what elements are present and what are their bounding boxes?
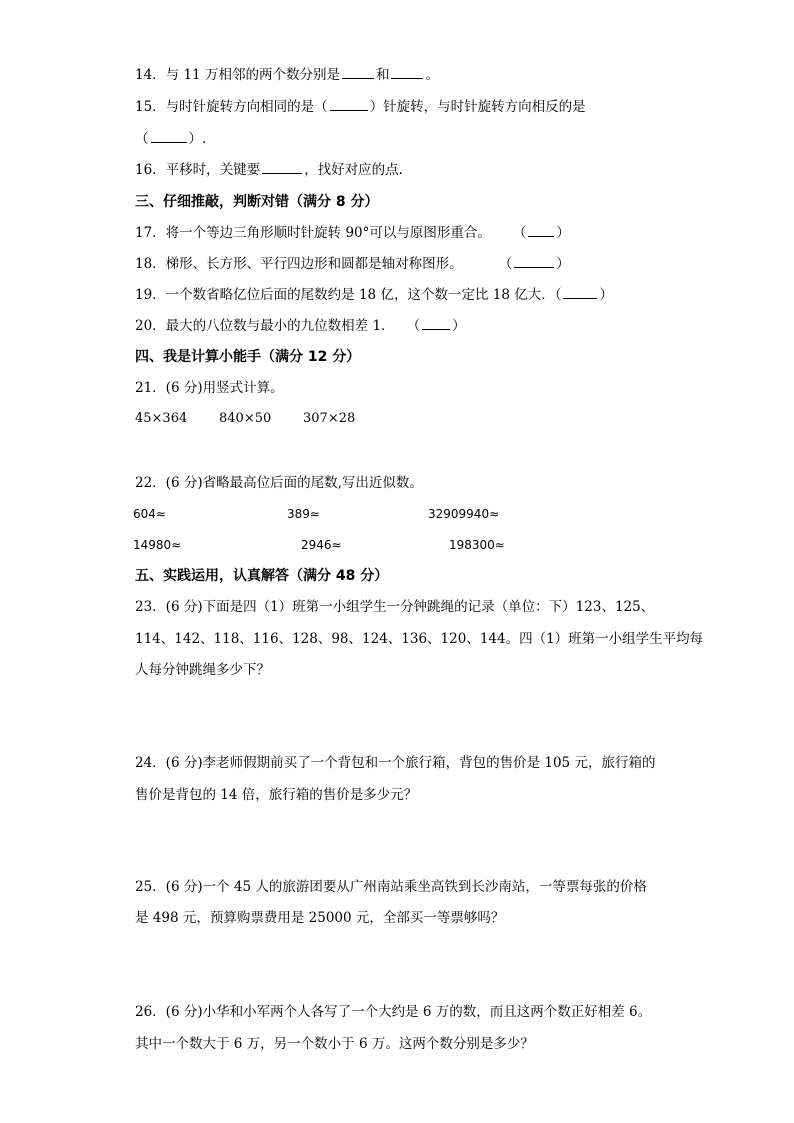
question-24-line-2: 售价是背包的 14 倍，旅行箱的售价是多少元？ xyxy=(135,787,418,803)
question-15 xyxy=(135,98,586,116)
calc-item: 45×364 xyxy=(135,411,188,426)
question-14 xyxy=(135,66,439,84)
approx-item: 32909940≈ xyxy=(428,507,500,521)
answer-blank[interactable] xyxy=(391,66,423,79)
answer-blank[interactable] xyxy=(514,255,554,268)
q14-end: 。 xyxy=(425,67,439,83)
question-26-line-2: 其中一个数大于 6 万，另一个数小于 6 万。这两个数分别是多少？ xyxy=(135,1036,534,1052)
question-25-line-2: 是 498 元，预算购票费用是 25000 元，全部买一等票够吗？ xyxy=(135,910,505,926)
question-21-title: 21．(6 分)用竖式计算。 xyxy=(135,380,284,396)
answer-blank[interactable] xyxy=(422,317,450,330)
q15-part-d: ）. xyxy=(188,131,207,147)
q18-text: 18．梯形、长方形、平行四边形和圆都是轴对称图形。 xyxy=(135,256,463,272)
question-19 xyxy=(135,286,613,304)
q15-part-a: 15．与时针旋转方向相同的是（ xyxy=(135,99,328,115)
question-26-line-1: 26．(6 分)小华和小军两个人各写了一个大约是 6 万的数，而且这两个数正好相差 6。 xyxy=(135,1004,652,1020)
question-23-line-3: 人每分钟跳绳多少下？ xyxy=(135,662,270,678)
paren-close: ） xyxy=(556,225,570,241)
approx-item: 389≈ xyxy=(287,507,320,521)
section-5-heading: 五、实践运用，认真解答（满分 48 分） xyxy=(135,568,389,584)
question-16 xyxy=(135,161,403,179)
q14-text: 14．与 11 万相邻的两个数分别是 xyxy=(135,67,340,83)
q19-text: 19．一个数省略亿位后面的尾数约是 18 亿，这个数一定比 18 亿大．（ xyxy=(135,287,562,303)
q15-part-c: （ xyxy=(135,131,149,147)
section-3-heading: 三、仔细推敲，判断对错（满分 8 分） xyxy=(135,194,379,210)
question-18 xyxy=(135,255,570,273)
calc-item: 840×50 xyxy=(219,411,272,426)
calc-item: 307×28 xyxy=(303,411,356,426)
question-23-line-2: 114、142、118、116、128、98、124、136、120、144。四（1）班第一小组学生平均每 xyxy=(135,631,704,647)
answer-blank[interactable] xyxy=(528,224,554,237)
question-15-cont xyxy=(135,130,206,148)
q16-part-b: ，找好对应的点. xyxy=(304,162,403,178)
question-25-line-1: 25．(6 分)一个 45 人的旅游团要从广州南站乘坐高铁到长沙南站，一等票每张的价格 xyxy=(135,879,647,895)
approx-item: 14980≈ xyxy=(133,538,182,552)
section-4-heading: 四、我是计算小能手（满分 12 分） xyxy=(135,349,361,365)
question-17 xyxy=(135,224,570,242)
answer-blank[interactable] xyxy=(563,286,597,299)
q17-text: 17．将一个等边三角形顺时针旋转 90°可以与原图形重合。 xyxy=(135,225,491,241)
approx-item: 604≈ xyxy=(133,507,166,521)
q16-part-a: 16．平移时，关键要 xyxy=(135,162,261,178)
answer-blank[interactable] xyxy=(342,66,374,79)
paren-close: ） xyxy=(556,256,570,272)
question-23-line-1: 23．(6 分)下面是四（1）班第一小组学生一分钟跳绳的记录（单位：下）123、125、 xyxy=(135,599,655,615)
answer-blank[interactable] xyxy=(330,98,368,111)
q14-and: 和 xyxy=(375,67,390,83)
paren-open: （ xyxy=(498,256,513,272)
question-24-line-1: 24．(6 分)李老师假期前买了一个背包和一个旅行箱，背包的售价是 105 元，旅行箱的 xyxy=(135,755,656,771)
question-22-title: 22．(6 分)省略最高位后面的尾数,写出近似数。 xyxy=(135,475,423,491)
answer-blank[interactable] xyxy=(262,161,302,174)
question-20 xyxy=(135,317,466,335)
paren-open: （ xyxy=(512,225,527,241)
paren-open: （ xyxy=(406,318,421,334)
approx-item: 198300≈ xyxy=(449,538,505,552)
answer-blank[interactable] xyxy=(151,130,187,143)
paren-close: ） xyxy=(599,287,613,303)
paren-close: ） xyxy=(452,318,466,334)
approx-item: 2946≈ xyxy=(301,538,342,552)
q15-part-b: ）针旋转，与时针旋转方向相反的是 xyxy=(369,99,586,115)
q20-text: 20．最大的八位数与最小的九位数相差 1． xyxy=(135,318,395,334)
